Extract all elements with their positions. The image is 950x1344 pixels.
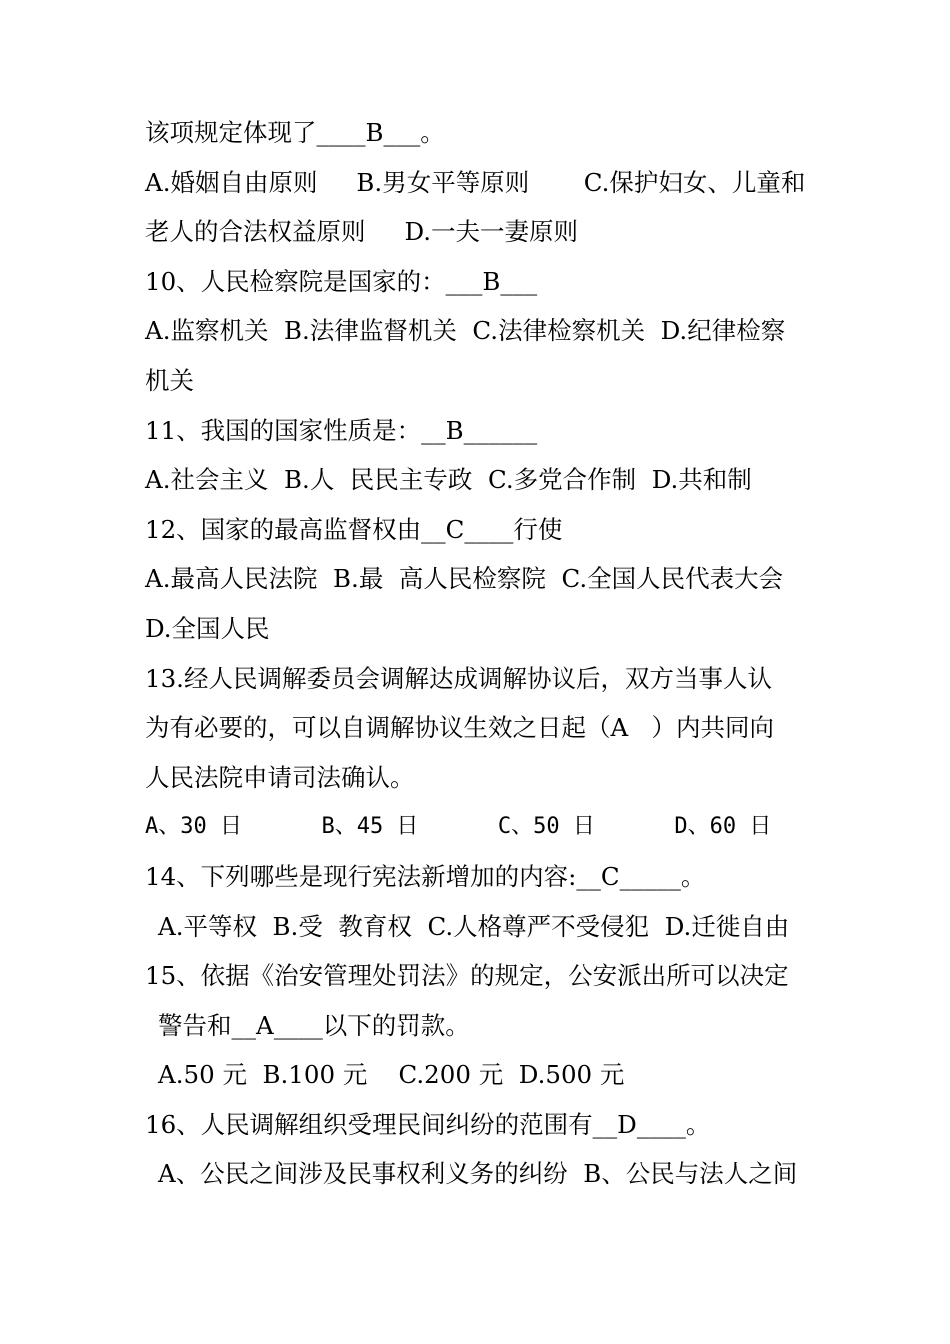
- text-line: A、公民之间涉及民事权利义务的纠纷 B、公民与法人之间: [158, 1159, 798, 1189]
- text-line: A.最高人民法院 B.最 高人民检察院 C.全国人民代表大会: [145, 564, 784, 594]
- text-line: 老人的合法权益原则 D.一夫一妻原则: [145, 217, 578, 247]
- text-line: A.社会主义 B.人 民民主专政 C.多党合作制 D.共和制: [145, 465, 752, 495]
- text-line: A.婚姻自由原则 B.男女平等原则 C.保护妇女、儿童和: [145, 167, 806, 197]
- question-14: 14、下列哪些是现行宪法新增加的内容:__C_____。: [145, 861, 706, 891]
- question-15: 15、依据《治安管理处罚法》的规定，公安派出所可以决定: [145, 961, 789, 991]
- question-13: 13.经人民调解委员会调解达成调解协议后，双方当事人认: [145, 663, 772, 693]
- text-line: D.全国人民: [145, 613, 270, 643]
- text-line: A.平等权 B.受 教育权 C.人格尊严不受侵犯 D.迁徙自由: [158, 911, 790, 941]
- text-line: 该项规定体现了____B___。: [145, 118, 445, 147]
- question-10: 10、人民检察院是国家的：___B___: [145, 266, 538, 296]
- document-body: [145, 108, 815, 1199]
- text-line: 机关: [145, 365, 194, 395]
- text-line: 警告和__A____以下的罚款。: [158, 1010, 470, 1040]
- question-16: 16、人民调解组织受理民间纠纷的范围有__D____。: [145, 1109, 711, 1139]
- question-12: 12、国家的最高监督权由__C____行使: [145, 514, 563, 544]
- text-line: A.50 元 B.100 元 C.200 元 D.500 元: [158, 1060, 625, 1090]
- text-line: 为有必要的，可以自调解协议生效之日起（A ）内共同向: [145, 713, 775, 743]
- text-line: A.监察机关 B.法律监督机关 C.法律检察机关 D.纪律检察: [145, 316, 786, 346]
- text-line: A、30 日 B、45 日 C、50 日 D、60 日: [145, 814, 772, 840]
- text-line: 人民法院申请司法确认。: [145, 762, 415, 792]
- question-11: 11、我国的国家性质是：__B______: [145, 415, 538, 445]
